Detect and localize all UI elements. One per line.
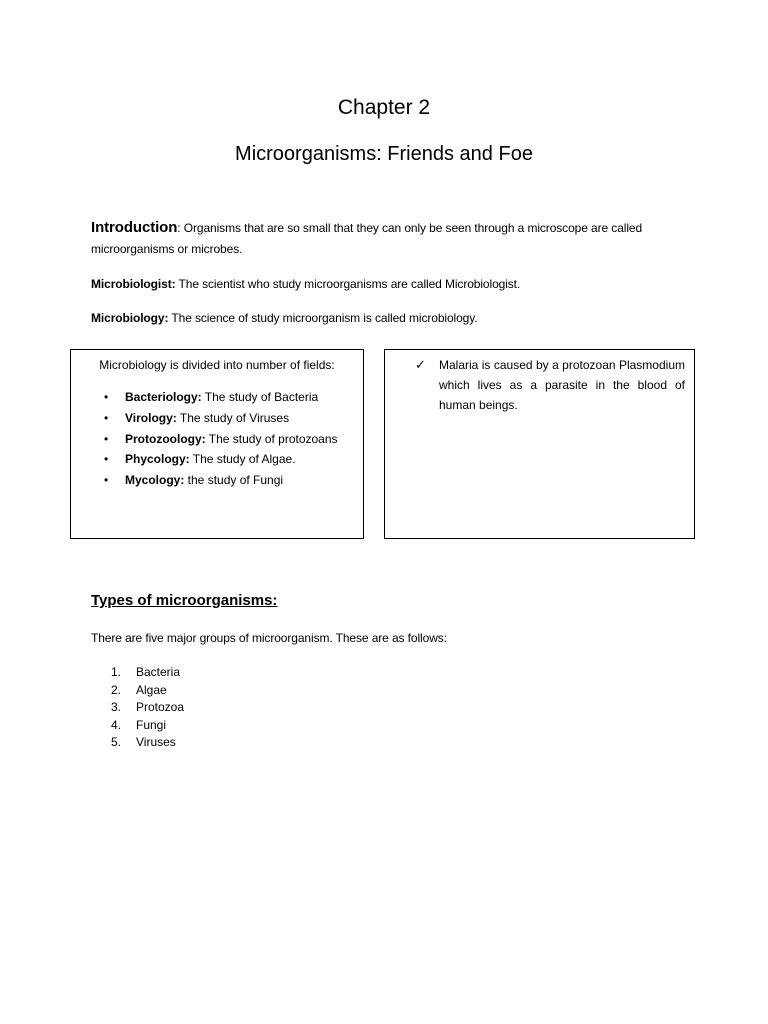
fields-box	[70, 349, 364, 539]
bullet-icon: •	[104, 473, 109, 488]
field-description: the study of Fungi	[184, 473, 284, 488]
list-item	[104, 408, 338, 429]
field-term: Phycology:	[125, 452, 190, 467]
microbiologist-text: The scientist who study microorganisms are called Microbiologist.	[175, 277, 521, 291]
list-number: 5.	[111, 735, 122, 749]
checkmark-icon: ✓	[415, 357, 426, 372]
list-item	[104, 470, 338, 491]
list-item	[111, 682, 184, 700]
list-item	[104, 449, 338, 470]
introduction-paragraph	[91, 217, 671, 260]
page-title: Microorganisms: Friends and Foe	[235, 143, 533, 165]
microbiologist-term: Microbiologist:	[91, 277, 176, 291]
field-term: Protozoology:	[125, 431, 206, 446]
field-term: Virology:	[125, 410, 177, 425]
list-number: 3.	[111, 700, 122, 714]
field-term: Bacteriology:	[125, 390, 202, 404]
field-description: The study of Algae.	[189, 452, 296, 467]
group-name: Algae	[136, 682, 167, 697]
microbiology-term: Microbiology:	[91, 311, 169, 325]
microbiology-definition	[91, 308, 671, 329]
group-name: Protozoa	[136, 700, 185, 714]
microbiology-text: The science of study microorganism is called microbiology.	[168, 311, 478, 325]
malaria-note-text: Malaria is caused by a protozoan Plasmodium which lives as a parasite in the blood of human beings.	[439, 358, 685, 412]
list-item	[104, 429, 338, 450]
list-item	[111, 699, 184, 717]
microbiologist-definition	[91, 274, 671, 295]
list-item	[104, 387, 338, 408]
bullet-icon: •	[104, 390, 109, 404]
introduction-text: : Organisms that are so small that they can only be seen through a microscope are called microorganisms or microbes.	[91, 221, 643, 256]
list-item	[111, 664, 184, 682]
fields-box-heading: Microbiology is divided into number of fields:	[99, 358, 335, 372]
types-heading: Types of microorganisms:	[91, 592, 278, 609]
bullet-icon: •	[104, 410, 109, 425]
list-number: 4.	[111, 717, 122, 732]
group-name: Viruses	[136, 735, 176, 749]
field-description: The study of Bacteria	[201, 390, 319, 404]
introduction-lead: Introduction	[91, 219, 178, 236]
field-description: The study of protozoans	[205, 431, 338, 446]
list-item	[111, 734, 184, 752]
field-description: The study of Viruses	[176, 410, 290, 425]
list-number: 2.	[111, 682, 122, 697]
field-term: Mycology:	[125, 473, 185, 488]
bullet-icon: •	[104, 431, 109, 446]
microorganism-groups-list	[111, 664, 184, 752]
malaria-note-box	[384, 349, 695, 539]
list-item	[111, 717, 184, 735]
list-number: 1.	[111, 665, 122, 679]
types-intro: There are five major groups of microorganism. These are as follows:	[91, 631, 447, 645]
group-name: Fungi	[136, 717, 167, 732]
fields-list	[104, 387, 338, 491]
chapter-title: Chapter 2	[337, 96, 431, 119]
group-name: Bacteria	[136, 665, 181, 679]
bullet-icon: •	[104, 452, 109, 467]
